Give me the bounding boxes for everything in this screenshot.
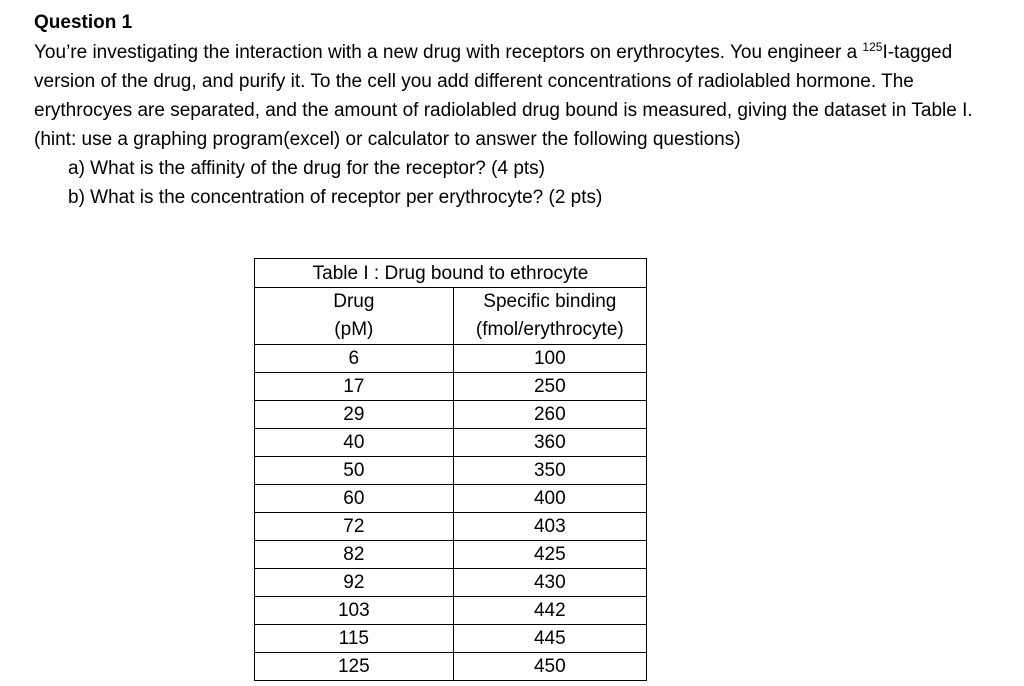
cell-drug-concentration: 82 — [255, 541, 454, 569]
cell-specific-binding: 442 — [453, 597, 646, 625]
header-binding-unit: (fmol/erythrocyte) — [475, 319, 624, 340]
cell-specific-binding: 260 — [453, 401, 646, 429]
cell-drug-concentration: 60 — [255, 485, 454, 513]
cell-specific-binding: 450 — [453, 653, 646, 681]
paragraph-part1: You’re investigating the interaction with a new drug with receptors on erythrocytes. You engineer a — [34, 42, 858, 63]
table-caption-row — [255, 259, 647, 288]
header-drug-unit: (pM) — [334, 319, 374, 340]
cell-specific-binding: 445 — [453, 625, 646, 653]
question-item-b: b) What is the concentration of receptor per erythrocyte? (2 pts) — [68, 187, 603, 208]
question-items — [34, 154, 994, 212]
table-row — [255, 429, 647, 457]
cell-drug-concentration: 6 — [255, 345, 454, 373]
table-caption: Table I : Drug bound to ethrocyte — [255, 259, 647, 288]
table-row — [255, 625, 647, 653]
cell-drug-concentration: 103 — [255, 597, 454, 625]
cell-drug-concentration: 40 — [255, 429, 454, 457]
header-drug-name: Drug — [333, 291, 375, 312]
table-row — [255, 457, 647, 485]
cell-specific-binding: 250 — [453, 373, 646, 401]
table-row — [255, 653, 647, 681]
cell-drug-concentration: 72 — [255, 513, 454, 541]
cell-specific-binding: 100 — [453, 345, 646, 373]
cell-specific-binding: 403 — [453, 513, 646, 541]
cell-specific-binding: 425 — [453, 541, 646, 569]
cell-drug-concentration: 115 — [255, 625, 454, 653]
cell-specific-binding: 350 — [453, 457, 646, 485]
table-row — [255, 485, 647, 513]
cell-drug-concentration: 92 — [255, 569, 454, 597]
question-paragraph — [34, 38, 994, 154]
data-table — [254, 258, 647, 681]
table-row — [255, 401, 647, 429]
table-row — [255, 373, 647, 401]
cell-drug-concentration: 125 — [255, 653, 454, 681]
header-binding-name: Specific binding — [483, 291, 617, 312]
header-drug — [255, 288, 454, 345]
table-row — [255, 597, 647, 625]
cell-drug-concentration: 17 — [255, 373, 454, 401]
table-row — [255, 569, 647, 597]
table-row — [255, 541, 647, 569]
table-row — [255, 345, 647, 373]
table-row — [255, 513, 647, 541]
question-title: Question 1 — [34, 12, 133, 33]
cell-drug-concentration: 29 — [255, 401, 454, 429]
cell-specific-binding: 360 — [453, 429, 646, 457]
header-binding — [453, 288, 646, 345]
paragraph-part2: I-tagged version of the drug, and purify it. To the cell you add different concentrations of radiolabled hormone. The erythrocyes are separated, and the amount of radiolabled drug bound is measured, giving the dataset in Table I. (hint: use a graphing program(excel) or calculator to answer the following questions) — [34, 42, 973, 150]
cell-drug-concentration: 50 — [255, 457, 454, 485]
document — [34, 10, 994, 212]
isotope-superscript: 125 — [862, 40, 883, 54]
table-header-row — [255, 288, 647, 345]
cell-specific-binding: 400 — [453, 485, 646, 513]
cell-specific-binding: 430 — [453, 569, 646, 597]
question-item-a: a) What is the affinity of the drug for the receptor? (4 pts) — [68, 158, 545, 179]
